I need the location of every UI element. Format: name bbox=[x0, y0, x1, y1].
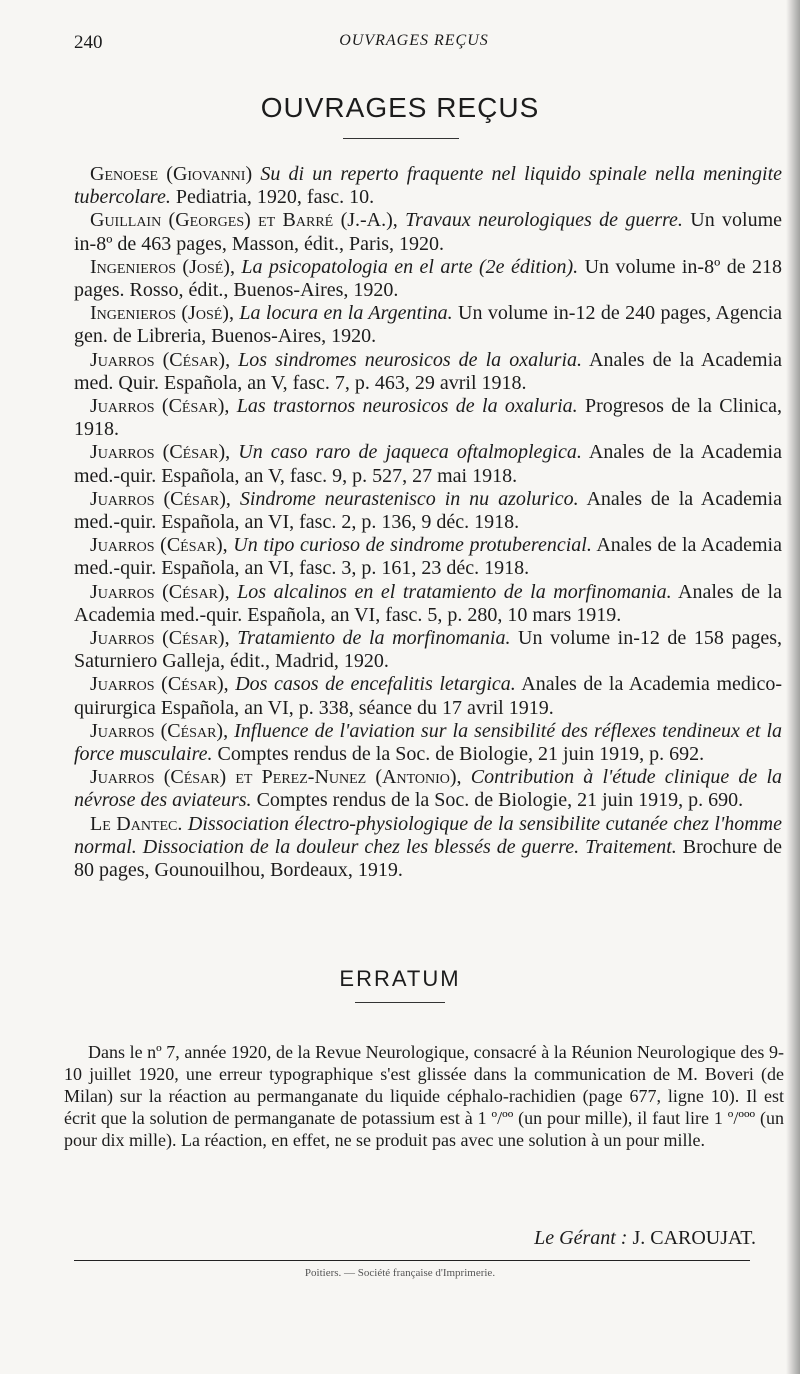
entry-details: Un volume in-12 de 158 pages, Saturniero Galleja, édit., Madrid, 1920. bbox=[74, 627, 782, 673]
entry-details: Anales de la Academia medico-quirurgica Española, an VI, p. 338, séance du 17 avril 1919. bbox=[74, 673, 783, 719]
entry-title: Tratamiento de la morfinomania. bbox=[237, 627, 511, 650]
entry-title: Influence de l'aviation sur la sensibilité des réflexes tendineux et la force musculaire. bbox=[74, 719, 782, 766]
entry-title: Sindrome neurastenisco in nu azolurico. bbox=[239, 487, 579, 510]
entry-author: Juarros (César), bbox=[90, 441, 231, 464]
entry-details: Anales de la Academia med.-quir. Española, an VI, fasc. 5, p. 280, 10 mars 1919. bbox=[74, 580, 782, 626]
bibliography-entry bbox=[74, 349, 782, 395]
bibliography-entry bbox=[74, 581, 782, 627]
bibliography-entry bbox=[74, 627, 782, 673]
bibliography-entry bbox=[74, 209, 782, 255]
entry-title: Los alcalinos en el tratamiento de la morfinomania. bbox=[237, 580, 672, 603]
bibliography-list bbox=[74, 163, 782, 882]
entry-title: Su di un reperto fraquente nel liquido spinale nella meningite tubercolare. bbox=[74, 163, 782, 209]
bibliography-entry bbox=[74, 256, 782, 302]
entry-details: Pediatria, 1920, fasc. 10. bbox=[170, 186, 375, 209]
entry-author: Juarros (César), bbox=[90, 719, 229, 742]
bibliography-entry bbox=[74, 813, 782, 883]
entry-title: La locura en la Argentina. bbox=[239, 302, 453, 325]
entry-details: Progresos de la Clinica, 1918. bbox=[74, 395, 783, 441]
section-title: OUVRAGES REÇUS bbox=[260, 92, 540, 123]
entry-details: Comptes rendus de la Soc. de Biologie, 21 juin 1919, p. 692. bbox=[212, 743, 705, 766]
page-header bbox=[74, 32, 754, 56]
bibliography-entry bbox=[74, 534, 782, 580]
bibliography-entry bbox=[74, 163, 782, 209]
entry-details: Comptes rendus de la Soc. de Biologie, 21 juin 1919, p. 690. bbox=[251, 789, 744, 812]
erratum-body: Dans le nº 7, année 1920, de la Revue Neurologique, consacré à la Réunion Neurologique des 9-10 juillet 1920, une erreur typographique s'est glissée dans la communication de M. Boveri (de Milan) sur la réaction au permanganate du liquide céphalo-rachidien (page 677, ligne 10). Il est écrit que la solution de permanganate de potassium est à 1 º/ºº (un pour mille), il faut lire 1 º/ººº (un pour dix mille). La réaction, en effet, ne se produit pas avec une solution à un pour mille. bbox=[64, 1042, 784, 1150]
entry-details: Brochure de 80 pages, Gounouilhou, Bordeaux, 1919. bbox=[74, 835, 782, 882]
entry-details: Un volume in-8º de 218 pages. Rosso, édit., Buenos-Aires, 1920. bbox=[74, 255, 783, 302]
entry-author: Juarros (César) et Perez-Nunez (Antonio), bbox=[90, 766, 462, 789]
entry-author: Genoese (Giovanni) bbox=[90, 163, 253, 185]
entry-author: Juarros (César), bbox=[90, 395, 230, 418]
entry-details: Anales de la Academia med.-quir. Española, an V, fasc. 9, p. 527, 27 mai 1918. bbox=[74, 441, 782, 487]
bibliography-entry bbox=[74, 766, 782, 812]
bibliography-entry bbox=[74, 488, 782, 534]
entry-author: Guillain (Georges) et Barré (J.-A.), bbox=[90, 209, 398, 232]
entry-author: Juarros (César), bbox=[90, 627, 230, 650]
entry-details: Anales de la Academia med.-quir. Española, an VI, fasc. 2, p. 136, 9 déc. 1918. bbox=[74, 487, 782, 534]
entry-title: Un caso raro de jaqueca oftalmoplegica. bbox=[238, 441, 582, 464]
entry-author: Ingenieros (José), bbox=[90, 255, 235, 278]
signature bbox=[534, 1227, 756, 1250]
entry-title: Los sindromes neurosicos de la oxaluria. bbox=[238, 348, 583, 371]
entry-title: Las trastornos neurosicos de la oxaluria. bbox=[236, 395, 578, 418]
signature-name: J. CAROUJAT. bbox=[632, 1227, 756, 1249]
entry-author: Ingenieros (José), bbox=[90, 302, 234, 325]
footer-divider bbox=[74, 1260, 750, 1261]
entry-title: Dissociation électro-physiologique de la sensibilite cutanée chez l'homme normal. Dissociation de la douleur chez les blessés de guerre. Traitement. bbox=[74, 812, 782, 858]
title-divider bbox=[343, 138, 459, 139]
entry-title: Un tipo curioso de sindrome protuberencial. bbox=[233, 534, 592, 557]
page-number: 240 bbox=[74, 32, 103, 53]
erratum-title: ERRATUM bbox=[339, 966, 461, 991]
entry-title: Dos casos de encefalitis letargica. bbox=[235, 673, 516, 696]
entry-author: Juarros (César), bbox=[90, 673, 229, 696]
signature-label: Le Gérant : bbox=[534, 1227, 628, 1249]
bibliography-entry bbox=[74, 673, 782, 719]
printer-line: Poitiers. — Société française d'Imprimerie. bbox=[304, 1267, 496, 1279]
entry-title: La psicopatologia en el arte (2e édition). bbox=[241, 255, 579, 278]
entry-author: Juarros (César), bbox=[90, 487, 231, 510]
entry-title: Contribution à l'étude clinique de la névrose des aviateurs. bbox=[74, 766, 782, 812]
bibliography-entry bbox=[74, 720, 782, 766]
entry-details: Anales de la Academia med. Quir. Española, an V, fasc. 7, p. 463, 29 avril 1918. bbox=[74, 348, 783, 394]
entry-author: Juarros (César), bbox=[90, 580, 230, 603]
bibliography-entry bbox=[74, 395, 782, 441]
entry-details: Un volume in-8º de 463 pages, Masson, édit., Paris, 1920. bbox=[74, 209, 783, 255]
entry-details: Anales de la Academia med.-quir. Española, an VI, fasc. 3, p. 161, 23 déc. 1918. bbox=[74, 534, 782, 580]
page-edge-shadow bbox=[786, 0, 800, 1374]
entry-author: Juarros (César), bbox=[90, 534, 228, 557]
entry-title: Travaux neurologiques de guerre. bbox=[405, 209, 683, 232]
running-head: OUVRAGES REÇUS bbox=[339, 32, 489, 49]
bibliography-entry bbox=[74, 441, 782, 487]
bibliography-entry bbox=[74, 302, 782, 348]
entry-author: Le Dantec. bbox=[90, 812, 183, 835]
entry-details: Un volume in-12 de 240 pages, Agencia gen. de Libreria, Buenos-Aires, 1920. bbox=[74, 302, 783, 348]
entry-author: Juarros (César), bbox=[90, 348, 231, 371]
erratum-divider bbox=[355, 1002, 445, 1003]
